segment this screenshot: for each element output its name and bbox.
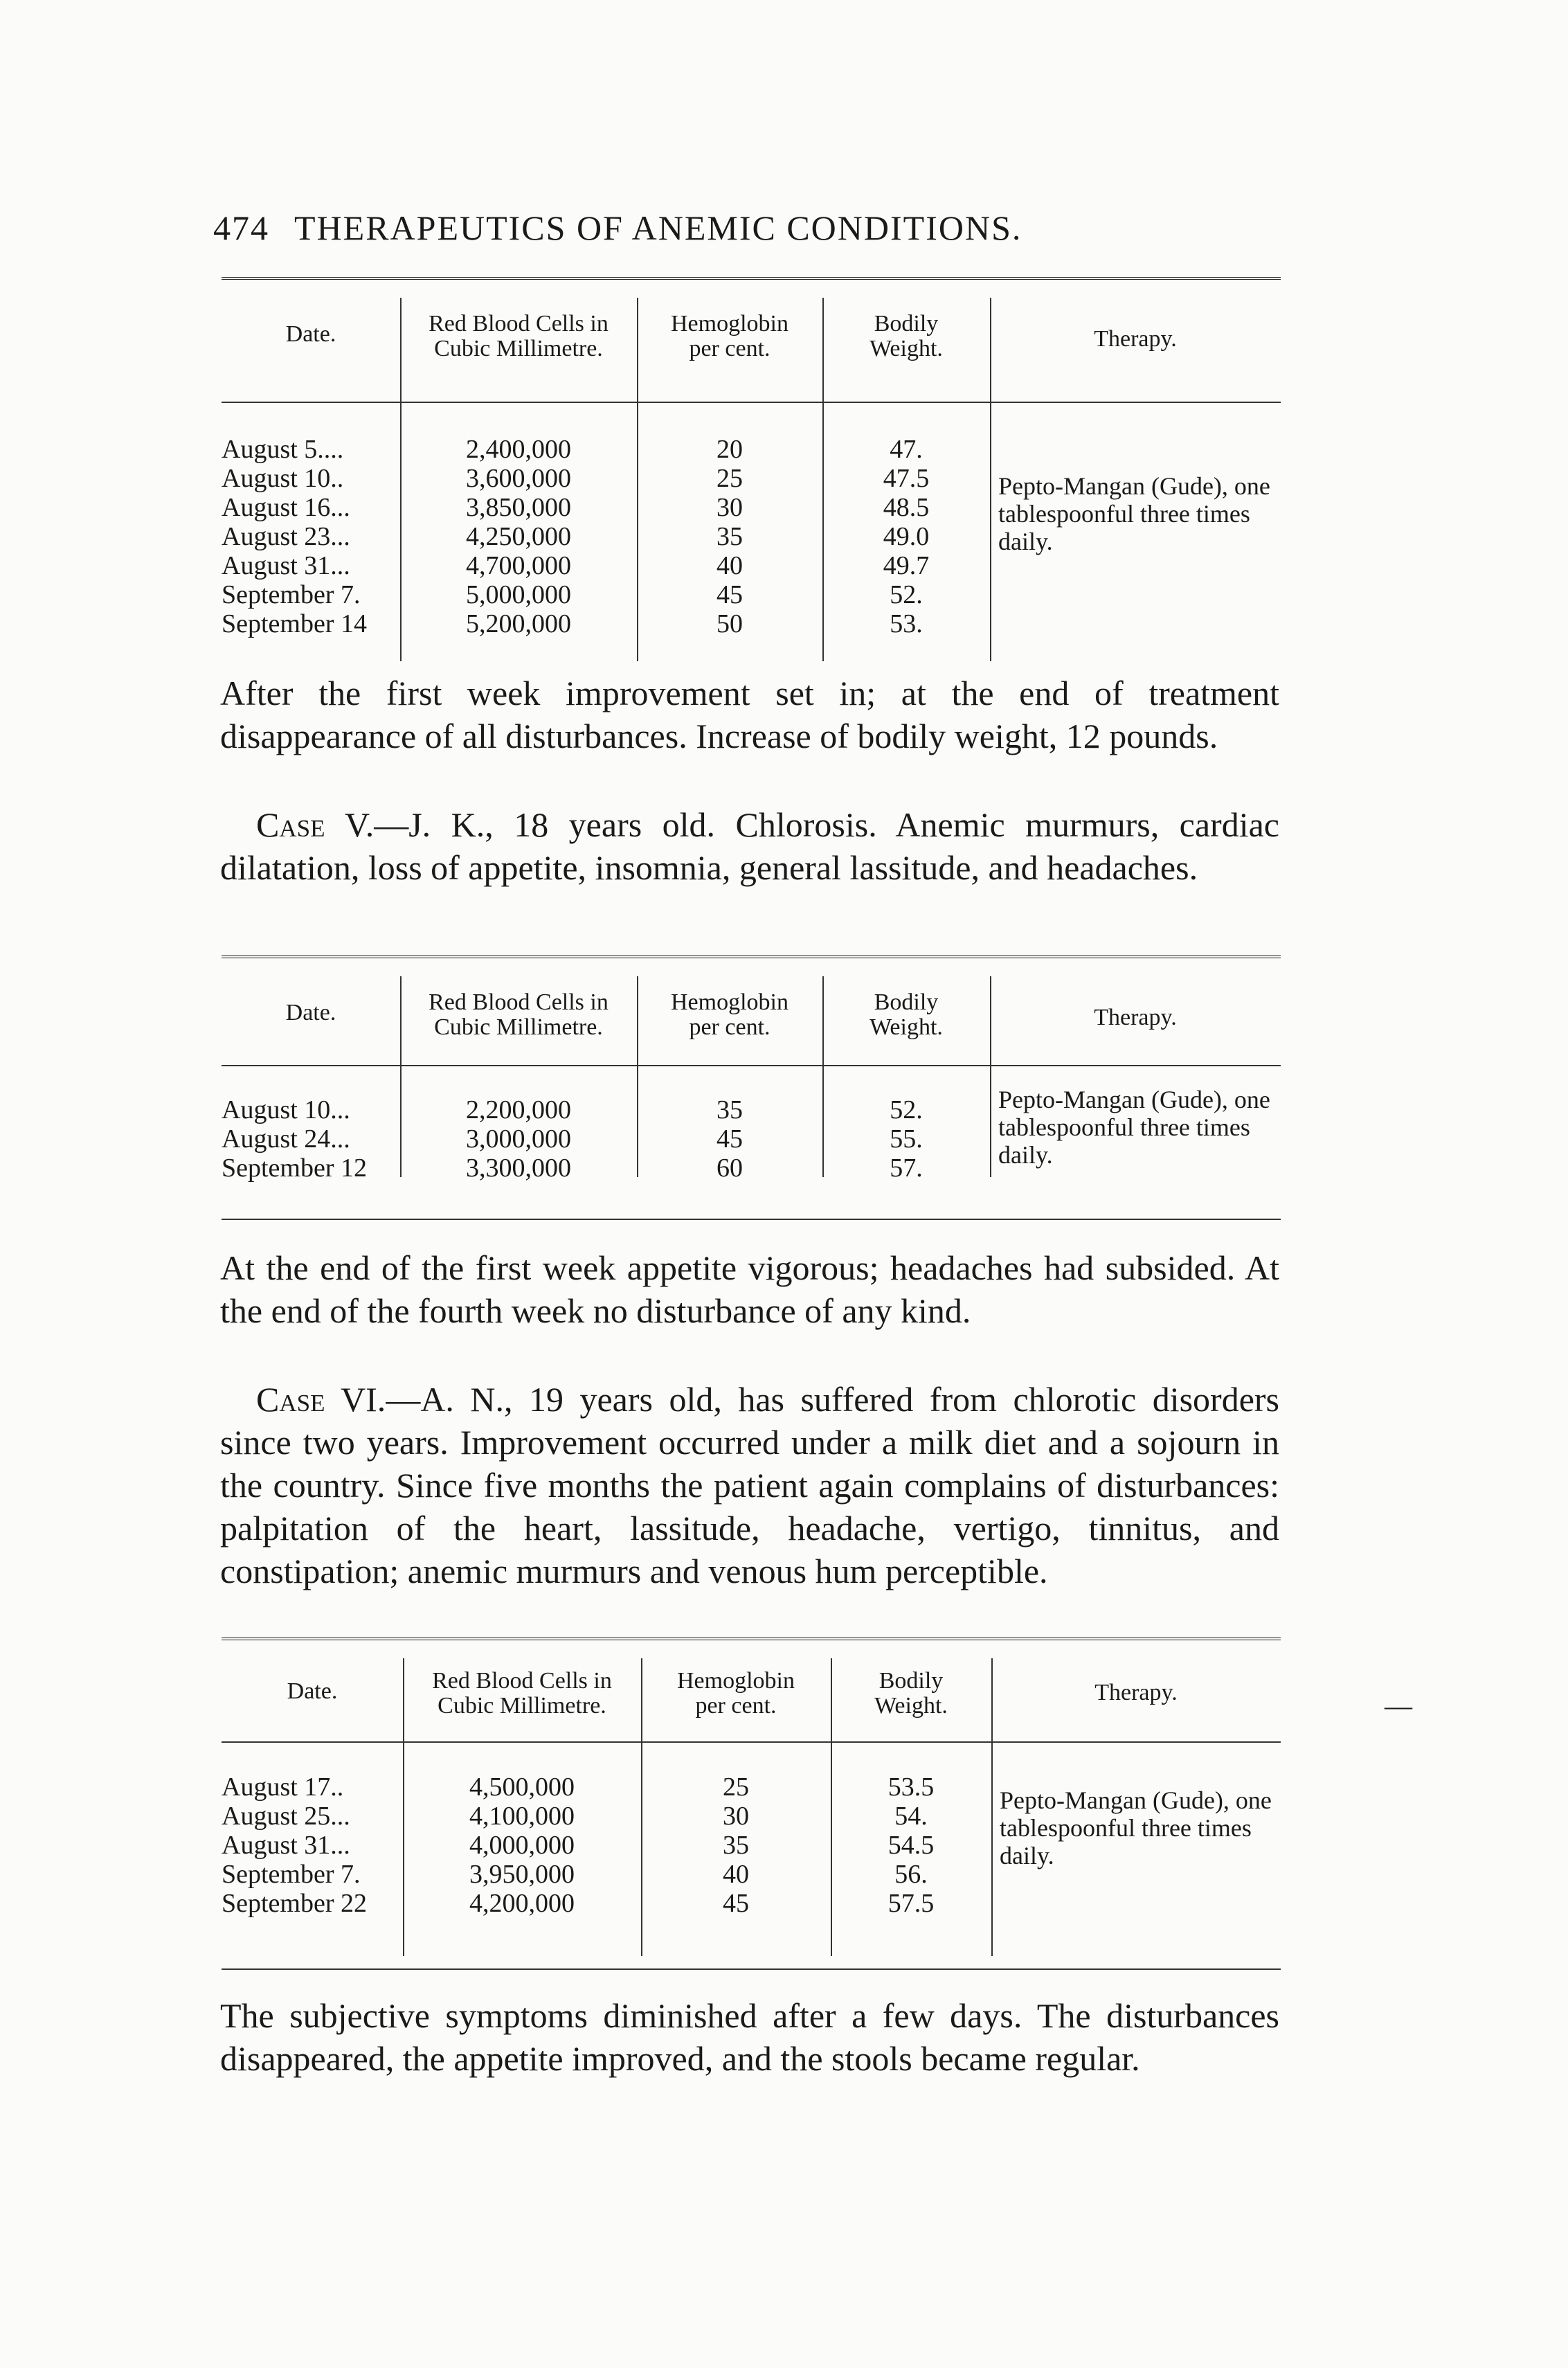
table-cell: 20	[717, 435, 743, 464]
table-cell: 5,000,000	[466, 580, 571, 609]
table-cell: 45	[717, 580, 743, 609]
paragraph-text: —J. K., 18 years old. Chlorosis. Anemic murmurs, cardiac dilatation, loss of appetite, insomnia, general lassitude, and headaches.	[220, 805, 1279, 887]
table-cell: September 7.	[222, 1860, 361, 1889]
table-cell: 3,000,000	[466, 1124, 571, 1154]
table-cell: 3,950,000	[469, 1860, 575, 1889]
col-header-weight: Bodily Weight.	[874, 1668, 948, 1719]
table-cell: 2,400,000	[466, 435, 571, 464]
table-cell: 52.	[890, 1095, 923, 1124]
col-header-rbc: Red Blood Cells in Cubic Millimetre.	[429, 311, 609, 361]
paragraph-case-6	[220, 1378, 1279, 1593]
col-header-weight: Bodily Weight.	[869, 311, 943, 361]
case-label: Case V.	[256, 805, 375, 844]
table-cell: 49.7	[883, 551, 930, 580]
therapy-cell: Pepto-Mangan (Gude), one tablespoonful three times daily.	[998, 1086, 1270, 1169]
rbc-column	[400, 435, 637, 638]
table-case-5	[222, 956, 1281, 1232]
table-cell: 45	[717, 1124, 743, 1154]
table-cell: 53.5	[887, 1773, 935, 1802]
col-header-date: Date.	[287, 1678, 338, 1704]
date-column	[222, 1095, 367, 1183]
table-cell: 40	[717, 551, 743, 580]
running-header	[213, 208, 1293, 248]
table-cell: 47.5	[883, 464, 930, 493]
weight-column	[822, 435, 990, 638]
table-cell: September 7.	[222, 580, 361, 609]
page-number: 474	[213, 208, 269, 247]
weight-column	[831, 1773, 991, 1918]
weight-column	[822, 1095, 990, 1183]
col-header-therapy: Therapy.	[1094, 1005, 1177, 1030]
col-header-therapy: Therapy.	[1094, 326, 1177, 352]
paragraph-text: After the first week improvement set in; at the end of treatment disappearance of all disturbances. Increase of bodily weight, 12 pounds.	[220, 674, 1279, 755]
table-cell: 49.0	[883, 522, 930, 551]
col-header-weight: Bodily Weight.	[869, 989, 943, 1040]
table-cell: 30	[723, 1802, 749, 1831]
table-cell: 45	[723, 1889, 749, 1918]
paragraph-text: —A. N., 19 years old, has suffered from chlorotic disorders since two years. Improvement occurred under a milk diet and a sojourn in the country. Since five months the patient again complains of disturbances: palpitation of the heart, lassitude, headache, vertigo, tinnitus, and constipation; anemic murmurs and venous hum perceptible.	[220, 1380, 1279, 1590]
table-cell: 5,200,000	[466, 609, 571, 638]
table-cell: September 22	[222, 1889, 368, 1918]
table-cell: 47.	[890, 435, 923, 464]
col-header-rbc: Red Blood Cells in Cubic Millimetre.	[429, 989, 609, 1040]
paragraph-text: At the end of the first week appetite vigorous; headaches had subsided. At the end of the fourth week no disturbance of any kind.	[220, 1248, 1279, 1330]
rbc-column	[400, 1095, 637, 1183]
table-cell: 55.	[890, 1124, 923, 1154]
paragraph-result-case-4	[220, 672, 1279, 757]
table-cell: August 24...	[222, 1124, 350, 1154]
table-cell: 53.	[890, 609, 923, 638]
paragraph-case-5	[220, 803, 1279, 889]
table-cell: August 31...	[222, 1831, 350, 1860]
table-cell: 30	[717, 493, 743, 522]
table-cell: 4,500,000	[469, 1773, 575, 1802]
table-cell: 4,000,000	[469, 1831, 575, 1860]
table-cell: August 10...	[222, 1095, 350, 1124]
table-cell: 3,600,000	[466, 464, 571, 493]
table-cell: 40	[723, 1860, 749, 1889]
hemoglobin-column	[637, 1095, 822, 1183]
table-cell: 3,300,000	[466, 1154, 571, 1183]
table-cell: August 10..	[222, 464, 344, 493]
table-cell: 4,200,000	[469, 1889, 575, 1918]
table-cell: 50	[717, 609, 743, 638]
table-cell: August 17..	[222, 1773, 344, 1802]
table-cell: 54.5	[887, 1831, 935, 1860]
col-header-rbc: Red Blood Cells in Cubic Millimetre.	[432, 1668, 612, 1719]
table-cell: 52.	[890, 580, 923, 609]
table-cell: 57.5	[887, 1889, 935, 1918]
date-column	[222, 1773, 367, 1918]
table-cell: 4,700,000	[466, 551, 571, 580]
therapy-cell: Pepto-Mangan (Gude), one tablespoonful three times daily.	[998, 472, 1270, 555]
table-cell: August 5....	[222, 435, 344, 464]
table-case-4	[222, 277, 1281, 665]
hemoglobin-column	[641, 1773, 831, 1918]
table-cell: 25	[723, 1773, 749, 1802]
table-cell: 4,100,000	[469, 1802, 575, 1831]
table-cell: September 14	[222, 609, 368, 638]
case-label: Case VI.	[256, 1380, 386, 1419]
stray-dash-mark: —	[1385, 1690, 1412, 1721]
table-case-6	[222, 1638, 1281, 1977]
running-title: THERAPEUTICS OF ANEMIC CONDITIONS.	[294, 208, 1022, 247]
table-cell: 60	[717, 1154, 743, 1183]
table-cell: August 16...	[222, 493, 350, 522]
paragraph-result-case-6	[220, 1994, 1279, 2080]
col-header-hemoglobin: Hemoglobin per cent.	[671, 989, 788, 1040]
paragraph-result-case-5	[220, 1246, 1279, 1332]
table-cell: August 25...	[222, 1802, 350, 1831]
date-column	[222, 435, 367, 638]
table-cell: 25	[717, 464, 743, 493]
table-cell: 35	[723, 1831, 749, 1860]
paragraph-text: The subjective symptoms diminished after a few days. The disturbances disappeared, the appetite improved, and the stools became regular.	[220, 1996, 1279, 2078]
table-cell: September 12	[222, 1154, 368, 1183]
table-cell: 35	[717, 522, 743, 551]
table-cell: August 31...	[222, 551, 350, 580]
table-cell: 4,250,000	[466, 522, 571, 551]
table-cell: 56.	[894, 1860, 928, 1889]
table-cell: 54.	[894, 1802, 928, 1831]
col-header-hemoglobin: Hemoglobin per cent.	[677, 1668, 795, 1719]
table-cell: 57.	[890, 1154, 923, 1183]
hemoglobin-column	[637, 435, 822, 638]
table-cell: 3,850,000	[466, 493, 571, 522]
table-cell: August 23...	[222, 522, 350, 551]
col-header-date: Date.	[285, 321, 336, 347]
therapy-cell: Pepto-Mangan (Gude), one tablespoonful three times daily.	[1000, 1786, 1272, 1869]
table-cell: 2,200,000	[466, 1095, 571, 1124]
rbc-column	[403, 1773, 641, 1918]
col-header-date: Date.	[285, 1000, 336, 1025]
table-cell: 35	[717, 1095, 743, 1124]
table-cell: 48.5	[883, 493, 930, 522]
col-header-hemoglobin: Hemoglobin per cent.	[671, 311, 788, 361]
col-header-therapy: Therapy.	[1094, 1680, 1178, 1705]
